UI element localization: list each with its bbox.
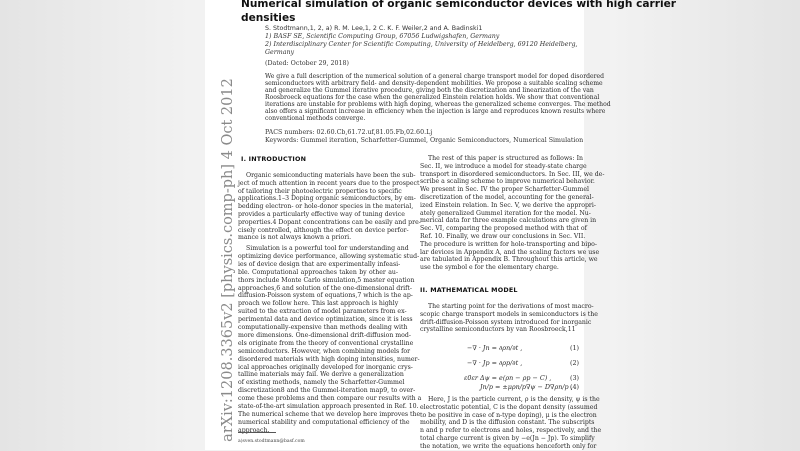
text-line: crystalline semiconductors by van Roosbroeck,11 xyxy=(420,326,576,334)
text-line: proach we follow here. This last approach is highly xyxy=(238,300,399,308)
text-line: The rest of this paper is structured as follows: In xyxy=(428,155,583,162)
text-line: lar devices in Appendix A, and the scaling factors we use xyxy=(420,248,600,256)
text-line: els originate from the theory of conventional crystalline xyxy=(238,339,414,347)
text-line: merical data for three example calculations are given in xyxy=(420,217,597,225)
text-line: state-of-the-art simulation approach presented in Ref. 10. xyxy=(238,403,419,410)
abstract-line: Roosbroeck equations for the case when the generalized Einstein relation holds. We show that conventional xyxy=(265,94,600,101)
keywords: Keywords: Gummel iteration, Scharfetter-Gummel, Organic Semiconductors, Numerical Simulation xyxy=(265,137,584,144)
equation-number: (3) xyxy=(570,374,580,382)
text-line: ject of much attention in recent years due to the prospect xyxy=(238,179,420,187)
arxiv-stamp: arXiv:1208.3365v2 [physics.comp-ph] 4 Oct 2012 xyxy=(220,78,236,442)
abstract-line: semiconductors with arbitrary field- and density-dependent mobilities. We propose a suitable scaling scheme xyxy=(265,80,603,87)
text-line: come these problems and then compare our results with a xyxy=(238,395,422,403)
text-line: Here, J is the particle current, ρ is the density, ψ is the xyxy=(428,396,600,403)
text-line: suited to the extraction of model parameters from ex- xyxy=(238,308,407,316)
text-line: The numerical scheme that we develop here improves the xyxy=(238,410,421,418)
equation-1: −∇ · Jn = ∂ρn/∂t , xyxy=(467,344,523,352)
text-line: transport in disordered semiconductors. In Sec. III, we de- xyxy=(420,170,605,178)
text-line: are tabulated in Appendix B. Throughout this article, we xyxy=(420,256,598,264)
text-line: bedding electron- or hole-donor species in the material, xyxy=(238,203,414,211)
text-line: properties.4 Dopant concentrations can be easily and pre- xyxy=(238,218,421,226)
affiliation-2: 2) Interdisciplinary Center for Scientific Computing, University of Heidelberg, 69120 Heidelberg, xyxy=(265,41,578,48)
text-line: scribe a scaling scheme to improve numerical behavior. xyxy=(420,178,595,186)
title-line: densities xyxy=(241,12,296,24)
authors: S. Stodtmann,1, 2, a) R. M. Lee,1, 2 C. K. F. Weiler,2 and A. Badinski1 xyxy=(265,25,483,32)
text-line: scopic charge transport models in semiconductors is the xyxy=(420,310,598,318)
text-line: ical approaches originally developed for inorganic crys- xyxy=(238,363,413,371)
paper-page xyxy=(205,0,676,450)
section-heading-introduction: I. INTRODUCTION xyxy=(241,155,307,163)
text-line: Sec. VI, comparing the proposed method with that of xyxy=(420,225,587,233)
equation-3: ε0εr Δψ = e(ρn − ρp − C) , xyxy=(464,374,552,382)
title-line: Numerical simulation of organic semiconductor devices with high carrier xyxy=(241,0,676,10)
abstract-line: iterations are unstable for problems with high doping, whereas the generalized scheme converges. The method xyxy=(265,101,611,108)
text-line: of existing methods, namely the Scharfetter-Gummel xyxy=(238,379,405,387)
pacs-numbers: PACS numbers: 02.60.Cb,61.72.uf,81.05.Fb,02.60.Lj xyxy=(265,129,433,136)
text-line: electrostatic potential, C is the dopant density (assumed xyxy=(420,403,598,411)
text-line: more dimensions. One-dimensional drift-diffusion mod- xyxy=(238,331,411,339)
section-heading-mathematical-model: II. MATHEMATICAL MODEL xyxy=(420,286,518,294)
text-line: semiconductors. However, when combining models for xyxy=(238,347,411,355)
text-line: numerical stability and computational efficiency of the xyxy=(238,418,410,426)
equation-number: (4) xyxy=(570,383,580,391)
text-line: optimizing device performance, allowing systematic stud- xyxy=(238,252,420,260)
text-line: use the symbol e for the elementary charge. xyxy=(420,264,559,272)
text-line: The starting point for the derivations of most macro- xyxy=(428,303,594,310)
text-line: Sec. II, we introduce a model for steady-state charge xyxy=(420,162,587,170)
text-line: approaches,6 and solution of the one-dimensional drift- xyxy=(238,284,413,292)
abstract-line: We give a full description of the numerical solution of a general charge transport model for doped disordered xyxy=(265,73,605,80)
abstract-line: and generalize the Gummel iterative procedure, giving both the discretization and linearization of the van xyxy=(265,87,594,94)
text-line: Organic semiconducting materials have been the sub- xyxy=(246,172,416,179)
text-line: ized Einstein relation. In Sec. V, we derive the appropri- xyxy=(420,201,596,209)
abstract-line: also offers a significant increase in efficiency when the injection is large and reproduces known results where xyxy=(265,108,606,115)
text-line: total charge current is given by −e(Jn − Jp). To simplify xyxy=(420,435,595,442)
text-line: approach. xyxy=(238,426,270,434)
text-line: The procedure is written for hole-transporting and bipo- xyxy=(420,240,597,248)
abstract-line: conventional methods converge. xyxy=(265,115,366,122)
text-line: of tailoring their photoelectric properties to specific xyxy=(238,187,402,195)
text-line: We present in Sec. IV the proper Scharfetter-Gummel xyxy=(420,186,590,194)
equation-number: (2) xyxy=(570,359,580,367)
text-line: applications.1–3 Doping organic semiconductors, by em- xyxy=(238,195,416,203)
text-line: ies of device design that are experimentally infeasi- xyxy=(238,260,401,268)
equation-number: (1) xyxy=(570,344,580,352)
text-line: Simulation is a powerful tool for understanding and xyxy=(246,245,409,252)
text-line: drift-diffusion-Poisson system introduced for inorganic xyxy=(420,318,592,326)
paper-title xyxy=(241,0,676,25)
footnote-rule xyxy=(238,432,276,433)
text-line: computationally-expensive than methods dealing with xyxy=(238,324,408,331)
text-line: discretization of the model, accounting for the general- xyxy=(420,194,594,201)
text-line: the notation, we write the equations henceforth only for xyxy=(420,442,597,450)
equation-4: Jn/p = ±μρn/p∇ψ − D∇ρn/p , xyxy=(480,383,573,391)
text-line: cisely controlled, although the effect on device perfor- xyxy=(238,226,409,234)
text-line: discretization8 and the Gummel-iteration map9, to over- xyxy=(238,387,416,395)
equation-2: −∇ · Jp = ∂ρp/∂t , xyxy=(467,359,523,367)
text-line: mance is not always known a priori. xyxy=(238,234,352,242)
footnote: a)sven.stodtmann@basf.com xyxy=(238,439,305,444)
dated: (Dated: October 29, 2018) xyxy=(265,60,349,67)
text-line: mobility, and D is the diffusion constant. The subscripts xyxy=(420,419,595,427)
text-line: talline materials may fail. We derive a generalization xyxy=(238,371,404,379)
text-line: provides a particularly effective way of tuning device xyxy=(238,211,405,218)
text-line: thors include Monte Carlo simulation,5 master equation xyxy=(238,276,415,284)
text-line: to be positive in case of n-type doping), μ is the electron xyxy=(420,411,597,419)
text-line: ately generalized Gummel iteration for the model. Nu- xyxy=(420,209,591,217)
text-line: n and p refer to electrons and holes, respectively, and the xyxy=(420,427,602,435)
affiliation-2-cont: Germany xyxy=(265,49,295,56)
text-line: ble. Computational approaches taken by other au- xyxy=(238,268,398,276)
text-line: Ref. 10. Finally, we draw our conclusions in Sec. VII. xyxy=(420,233,586,240)
text-line: perimental data and device optimization, since it is less xyxy=(238,316,413,324)
text-line: diffusion-Poisson system of equations,7 which is the ap- xyxy=(238,292,413,300)
affiliation-1: 1) BASF SE, Scientific Computing Group, 67056 Ludwigshafen, Germany xyxy=(265,33,500,40)
text-line: disordered materials with high doping intensities, numer- xyxy=(238,355,420,363)
